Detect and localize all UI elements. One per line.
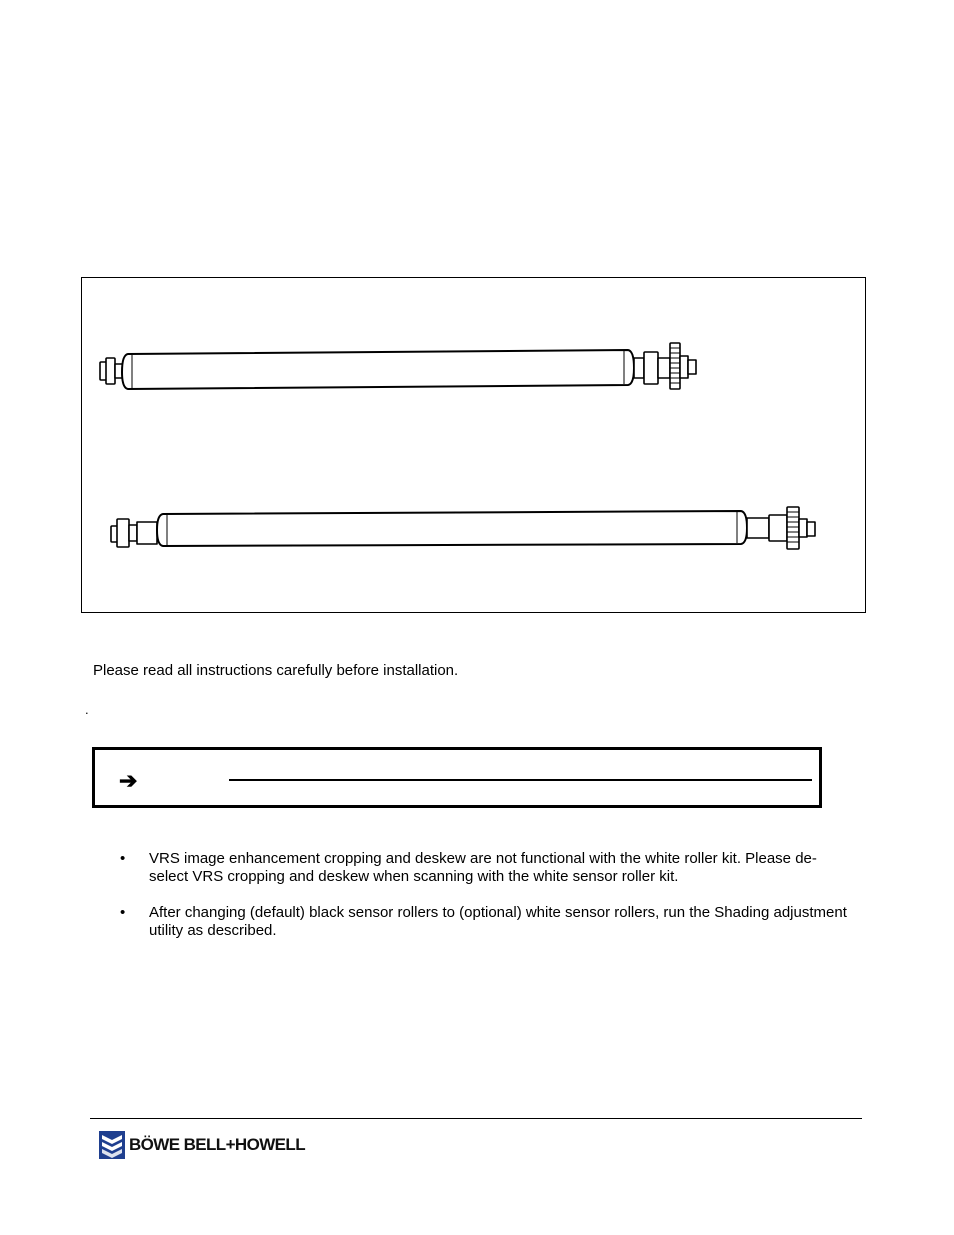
stray-mark: . bbox=[85, 702, 89, 717]
list-item bbox=[120, 904, 854, 940]
bowe-bell-howell-logo-icon bbox=[99, 1131, 125, 1159]
bullet-icon: • bbox=[120, 850, 126, 867]
notes-list bbox=[120, 850, 854, 958]
arrow-right-icon: ➔ bbox=[119, 768, 138, 793]
roller-illustration-frame bbox=[81, 277, 866, 613]
company-logo bbox=[99, 1131, 305, 1159]
logo-text: BÖWE BELL+HOWELL bbox=[129, 1135, 305, 1154]
list-item-text: VRS image enhancement cropping and deskew are not functional with the white roller kit. Please de-select VRS cropping and deskew when scanning with the white sensor roller kit. bbox=[149, 850, 817, 885]
short-sensor-roller bbox=[100, 343, 696, 389]
note-rule bbox=[229, 779, 812, 781]
list-item-text: After changing (default) black sensor rollers to (optional) white sensor rollers, run the Shading adjustment utility as described. bbox=[149, 904, 847, 939]
intro-text: Please read all instructions carefully before installation. bbox=[93, 662, 459, 679]
footer-rule bbox=[90, 1118, 862, 1119]
note-box bbox=[92, 747, 822, 808]
list-item bbox=[120, 850, 854, 886]
sensor-roller-illustration bbox=[82, 278, 867, 614]
long-sensor-roller bbox=[111, 507, 815, 549]
bullet-icon: • bbox=[120, 904, 126, 921]
